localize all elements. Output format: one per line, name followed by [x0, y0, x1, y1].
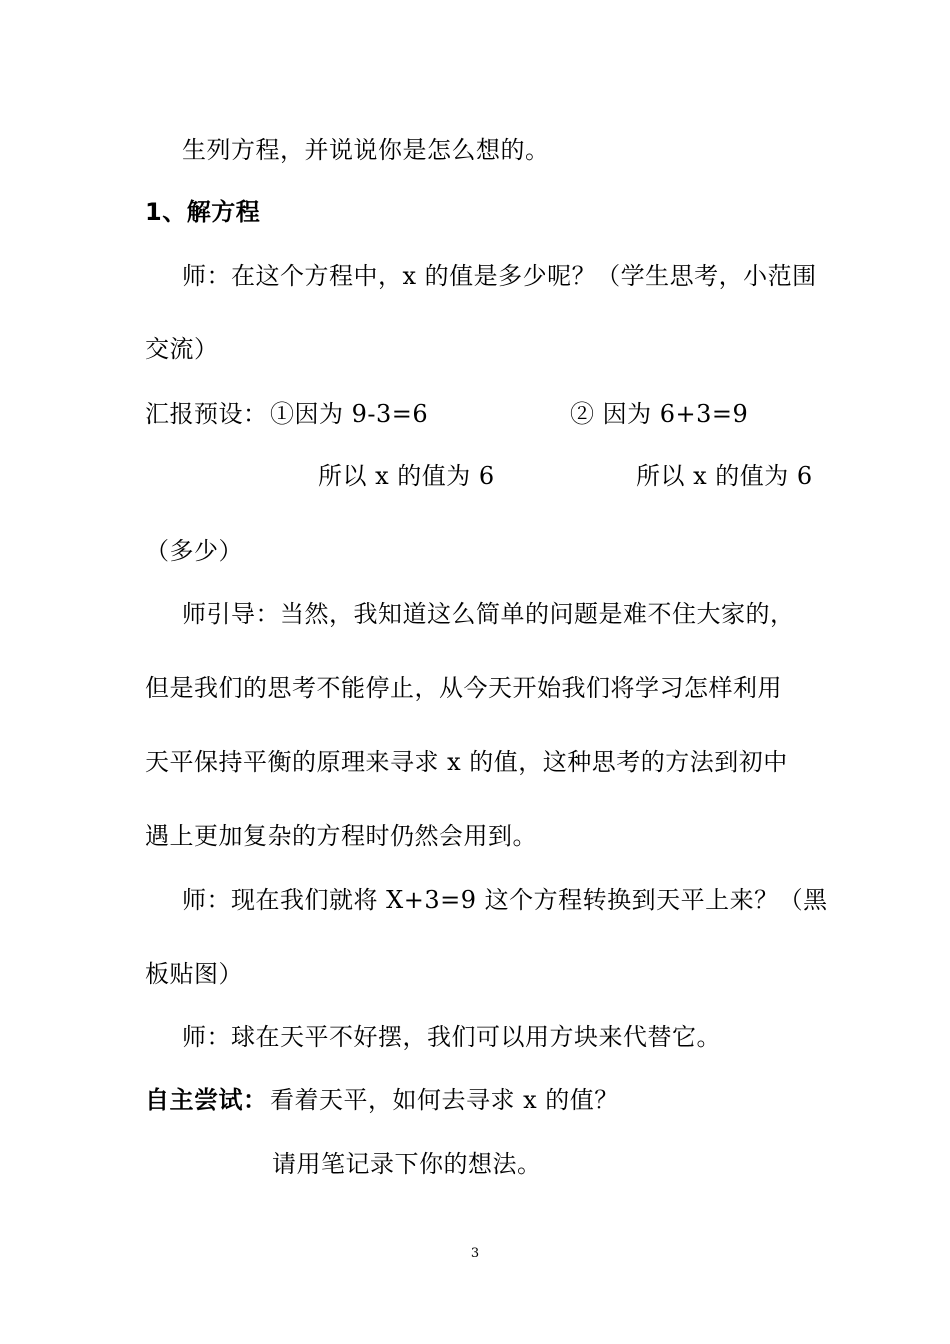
paragraph-line: （多少）: [145, 537, 243, 565]
paragraph-line: 师引导：当然，我知道这么简单的问题是难不住大家的，: [182, 600, 795, 628]
report-result-1: 所以 x 的值为 6: [318, 462, 495, 490]
paragraph-line: 生列方程，并说说你是怎么想的。: [182, 136, 550, 164]
paragraph-line: 师：球在天平不好摆，我们可以用方块来代替它。: [182, 1023, 721, 1051]
section-heading: 1、解方程: [145, 198, 261, 226]
self-try-label: 自主尝试：: [145, 1086, 268, 1114]
report-case-1: ①因为 9-3=6: [270, 400, 429, 428]
self-try-text: 看着天平，如何去寻求 x 的值？: [270, 1086, 619, 1114]
paragraph-line: 请用笔记录下你的想法。: [272, 1150, 542, 1178]
paragraph-line: 师：在这个方程中，x 的值是多少呢？（学生思考，小范围: [182, 262, 817, 290]
paragraph-line: 师：现在我们就将 X+3=9 这个方程转换到天平上来？（黑: [182, 886, 828, 914]
paragraph-line: 板贴图）: [145, 960, 243, 988]
report-label: 汇报预设：: [145, 400, 268, 428]
page-number: 3: [470, 1246, 480, 1261]
report-case-2: ② 因为 6+3=9: [570, 400, 749, 428]
paragraph-line: 交流）: [145, 335, 219, 363]
paragraph-line: 但是我们的思考不能停止，从今天开始我们将学习怎样利用: [145, 674, 782, 702]
paragraph-line: 天平保持平衡的原理来寻求 x 的值，这种思考的方法到初中: [145, 748, 788, 776]
paragraph-line: 遇上更加复杂的方程时仍然会用到。: [145, 822, 537, 850]
report-result-2: 所以 x 的值为 6: [636, 462, 813, 490]
